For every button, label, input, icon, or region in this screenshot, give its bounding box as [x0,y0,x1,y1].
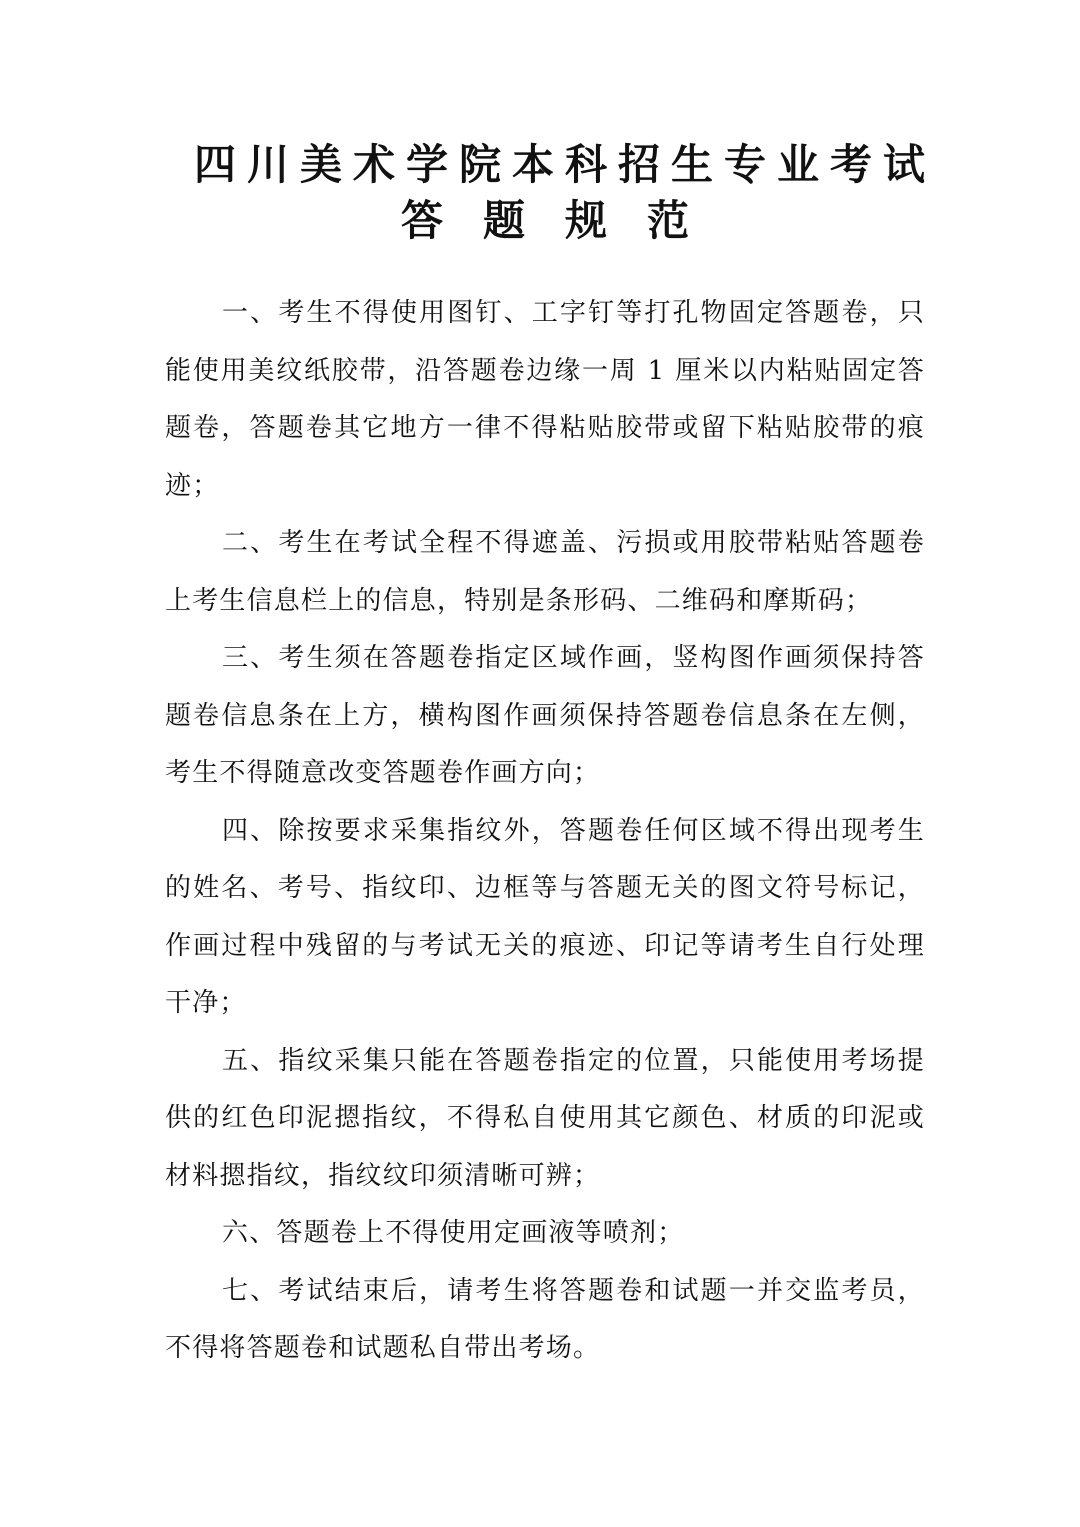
document-body [165,285,925,1378]
document-title-line-1: 四川美术学院本科招生专业考试 [193,140,936,189]
rule-paragraph-7: 七、考试结束后，请考生将答题卷和试题一并交监考员，不得将答题卷和试题私自带出考场。 [165,1275,925,1363]
rule-paragraph-5: 五、指纹采集只能在答题卷指定的位置，只能使用考场提供的红色印泥摁指纹，不得私自使用其它颜色、材质的印泥或材料摁指纹，指纹纹印须清晰可辨； [165,1045,925,1191]
rule-paragraph-6: 六、答题卷上不得使用定画液等喷剂； [222,1218,685,1248]
rule-paragraph-1: 一、考生不得使用图钉、工字钉等打孔物固定答题卷，只能使用美纹纸胶带，沿答题卷边缘一周 1 厘米以内粘贴固定答题卷，答题卷其它地方一律不得粘贴胶带或留下粘贴胶带的痕迹； [165,298,925,501]
rule-paragraph-3: 三、考生须在答题卷指定区域作画，竖构图作画须保持答题卷信息条在上方，横构图作画须保持答题卷信息条在左侧，考生不得随意改变答题卷作画方向； [165,643,925,788]
rule-paragraph-4: 四、除按要求采集指纹外，答题卷任何区域不得出现考生的姓名、考号、指纹印、边框等与答题无关的图文符号标记，作画过程中残留的与考试无关的痕迹、印记等请考生自行处理干净； [165,815,925,1018]
document-title-line-2: 答题规范 [400,196,729,245]
rule-paragraph-2: 二、考生在考试全程不得遮盖、污损或用胶带粘贴答题卷上考生信息栏上的信息，特别是条形码、二维码和摩斯码； [165,528,925,616]
